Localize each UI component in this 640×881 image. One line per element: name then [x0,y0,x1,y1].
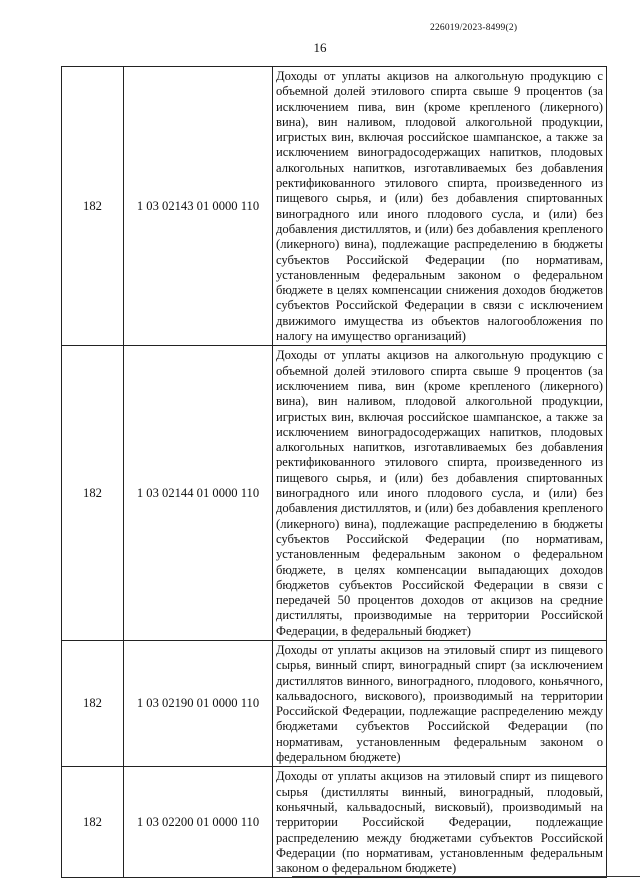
page-number: 16 [313,40,327,55]
income-name-cell: Доходы от уплаты акцизов на алкогольную продукцию с объемной долей этилового спирта свыше 9 процентов (за исключением пива, вин (кроме крепленого (ликерного) вина), вин наливом, плодовой алкогольной продукции, игристых вин, включая российское шампанское, а также за исключением виноградосодержащих напитков, плодовых алкогольных напитков, изготавливаемых без добавления ректификованного этилового спирта, произведенного из пищевого сырья, и (или) без добавления спиртованных виноградного или иного плодового сусла, и (или) без добавления дистиллятов, и (или) без добавления крепленого (ликерного) вина), подлежащие распределению в бюджеты субъектов Российской Федерации (по нормативам, установленным федеральным законом о федеральном бюджете в целях компенсации снижения доходов бюджетов субъектов Российской Федерации в связи с исключением движимого имущества из объектов налогообложения по налогу на имущество организаций) [273,67,607,346]
income-name-cell: Доходы от уплаты акцизов на этиловый спирт из пищевого сырья (дистилляты винный, виноградный, плодовый, коньячный, кальвадосный, висковый), производимый на территории Российской Федерации, подлежащие распределению между бюджетами субъектов Российской Федерации (по нормативам, установленным федеральным законом о федеральном бюджете) [273,767,607,878]
administrator-code-cell: 182 [62,67,124,346]
budget-classification-code-cell: 1 03 02144 01 0000 110 [124,346,273,641]
budget-classification-code-cell: 1 03 02200 01 0000 110 [124,767,273,878]
income-name-cell: Доходы от уплаты акцизов на алкогольную продукцию с объемной долей этилового спирта свыше 9 процентов (за исключением пива, вин (кроме крепленого (ликерного) вина), вин наливом, плодовой алкогольной продукции, игристых вин, включая российское шампанское, а также за исключением виноградосодержащих напитков, плодовых алкогольных напитков, изготавливаемых без добавления ректификованного этилового спирта, произведенного из пищевого сырья, и (или) без добавления спиртованных виноградного или иного плодового сусла, и (или) без добавления дистиллятов, и (или) без добавления крепленого (ликерного) вина), подлежащие распределению в бюджеты субъектов Российской Федерации (по нормативам, установленным федеральным законом о федеральном бюджете, в целях компенсации выпадающих доходов бюджетов субъектов Российской Федерации в связи с передачей 50 процентов доходов от акцизов на средние дистилляты, производимые на территории Российской Федерации, в федеральный бюджет) [273,346,607,641]
table-row [62,67,607,346]
administrator-code-cell: 182 [62,767,124,878]
table-row [62,346,607,641]
table-row [62,767,607,878]
administrator-code-cell: 182 [62,640,124,766]
budget-classification-code-cell: 1 03 02190 01 0000 110 [124,640,273,766]
footer-divider [292,876,640,877]
table-row [62,640,607,766]
budget-classification-code-cell: 1 03 02143 01 0000 110 [124,67,273,346]
administrator-code-cell: 182 [62,346,124,641]
document-registration-number: 226019/2023-8499(2) [430,23,518,33]
budget-income-table [61,66,607,878]
income-name-cell: Доходы от уплаты акцизов на этиловый спирт из пищевого сырья, винный спирт, виноградный спирт (за исключением дистиллятов винного, виноградного, плодового, коньячного, кальвадосного, вискового), производимый на территории Российской Федерации, подлежащие распределению между бюджетами субъектов Российской Федерации (по нормативам, установленным федеральным законом о федеральном бюджете) [273,640,607,766]
